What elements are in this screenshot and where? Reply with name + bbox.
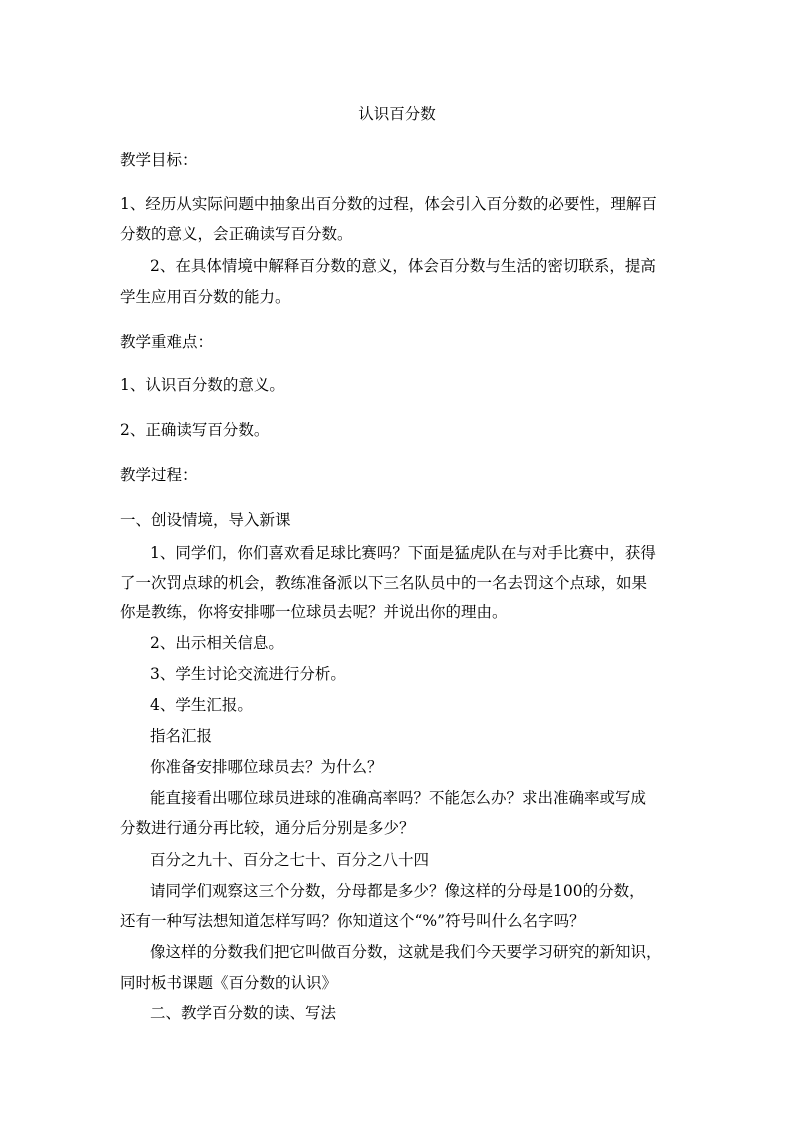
paragraph-line: 百分之九十、百分之七十、百分之八十四 xyxy=(150,851,430,869)
paragraph-line: 分数进行通分再比较，通分后分别是多少？ xyxy=(120,819,415,837)
paragraph-line: 4、学生汇报。 xyxy=(150,696,253,714)
paragraph-line: 1、认识百分数的意义。 xyxy=(120,376,285,394)
paragraph-line: 2、出示相关信息。 xyxy=(150,634,284,652)
paragraph-line: 了一次罚点球的机会，教练准备派以下三名队员中的一名去罚这个点球，如果 xyxy=(120,574,648,592)
paragraph-line: 你准备安排哪位球员去？为什么？ xyxy=(150,758,383,776)
paragraph-line: 还有一种写法想知道怎样写吗？你知道这个“%”符号叫什么名字吗？ xyxy=(120,912,585,930)
paragraph-line: 请同学们观察这三个分数，分母都是多少？像这样的分母是100的分数， xyxy=(150,882,645,900)
section-subheading: 一、创设情境，导入新课 xyxy=(120,511,291,529)
paragraph-line: 学生应用百分数的能力。 xyxy=(120,288,291,306)
section-subheading: 二、教学百分数的读、写法 xyxy=(150,1004,337,1022)
page-title: 认识百分数 xyxy=(358,105,436,123)
section-heading-process: 教学过程： xyxy=(120,466,198,484)
paragraph-line: 1、同学们，你们喜欢看足球比赛吗？下面是猛虎队在与对手比赛中，获得 xyxy=(150,544,656,562)
paragraph-line: 你是教练，你将安排哪一位球员去呢？并说出你的理由。 xyxy=(120,603,508,621)
paragraph-line: 1、经历从实际问题中抽象出百分数的过程，体会引入百分数的必要性，理解百 xyxy=(120,195,657,213)
paragraph-line: 分数的意义，会正确读写百分数。 xyxy=(120,225,353,243)
paragraph-line: 能直接看出哪位球员进球的准确高率吗？不能怎么办？求出准确率或写成 xyxy=(150,789,647,807)
section-heading-key-points: 教学重难点： xyxy=(120,333,214,351)
paragraph-line: 2、在具体情境中解释百分数的意义，体会百分数与生活的密切联系，提高 xyxy=(150,257,656,275)
paragraph-line: 同时板书课题《百分数的认识》 xyxy=(120,974,338,992)
paragraph-line: 3、学生讨论交流进行分析。 xyxy=(150,665,346,683)
section-heading-objectives: 教学目标： xyxy=(120,151,198,169)
paragraph-line: 像这样的分数我们把它叫做百分数，这就是我们今天要学习研究的新知识， xyxy=(150,943,662,961)
paragraph-line: 指名汇报 xyxy=(150,727,213,745)
paragraph-line: 2、正确读写百分数。 xyxy=(120,421,270,439)
